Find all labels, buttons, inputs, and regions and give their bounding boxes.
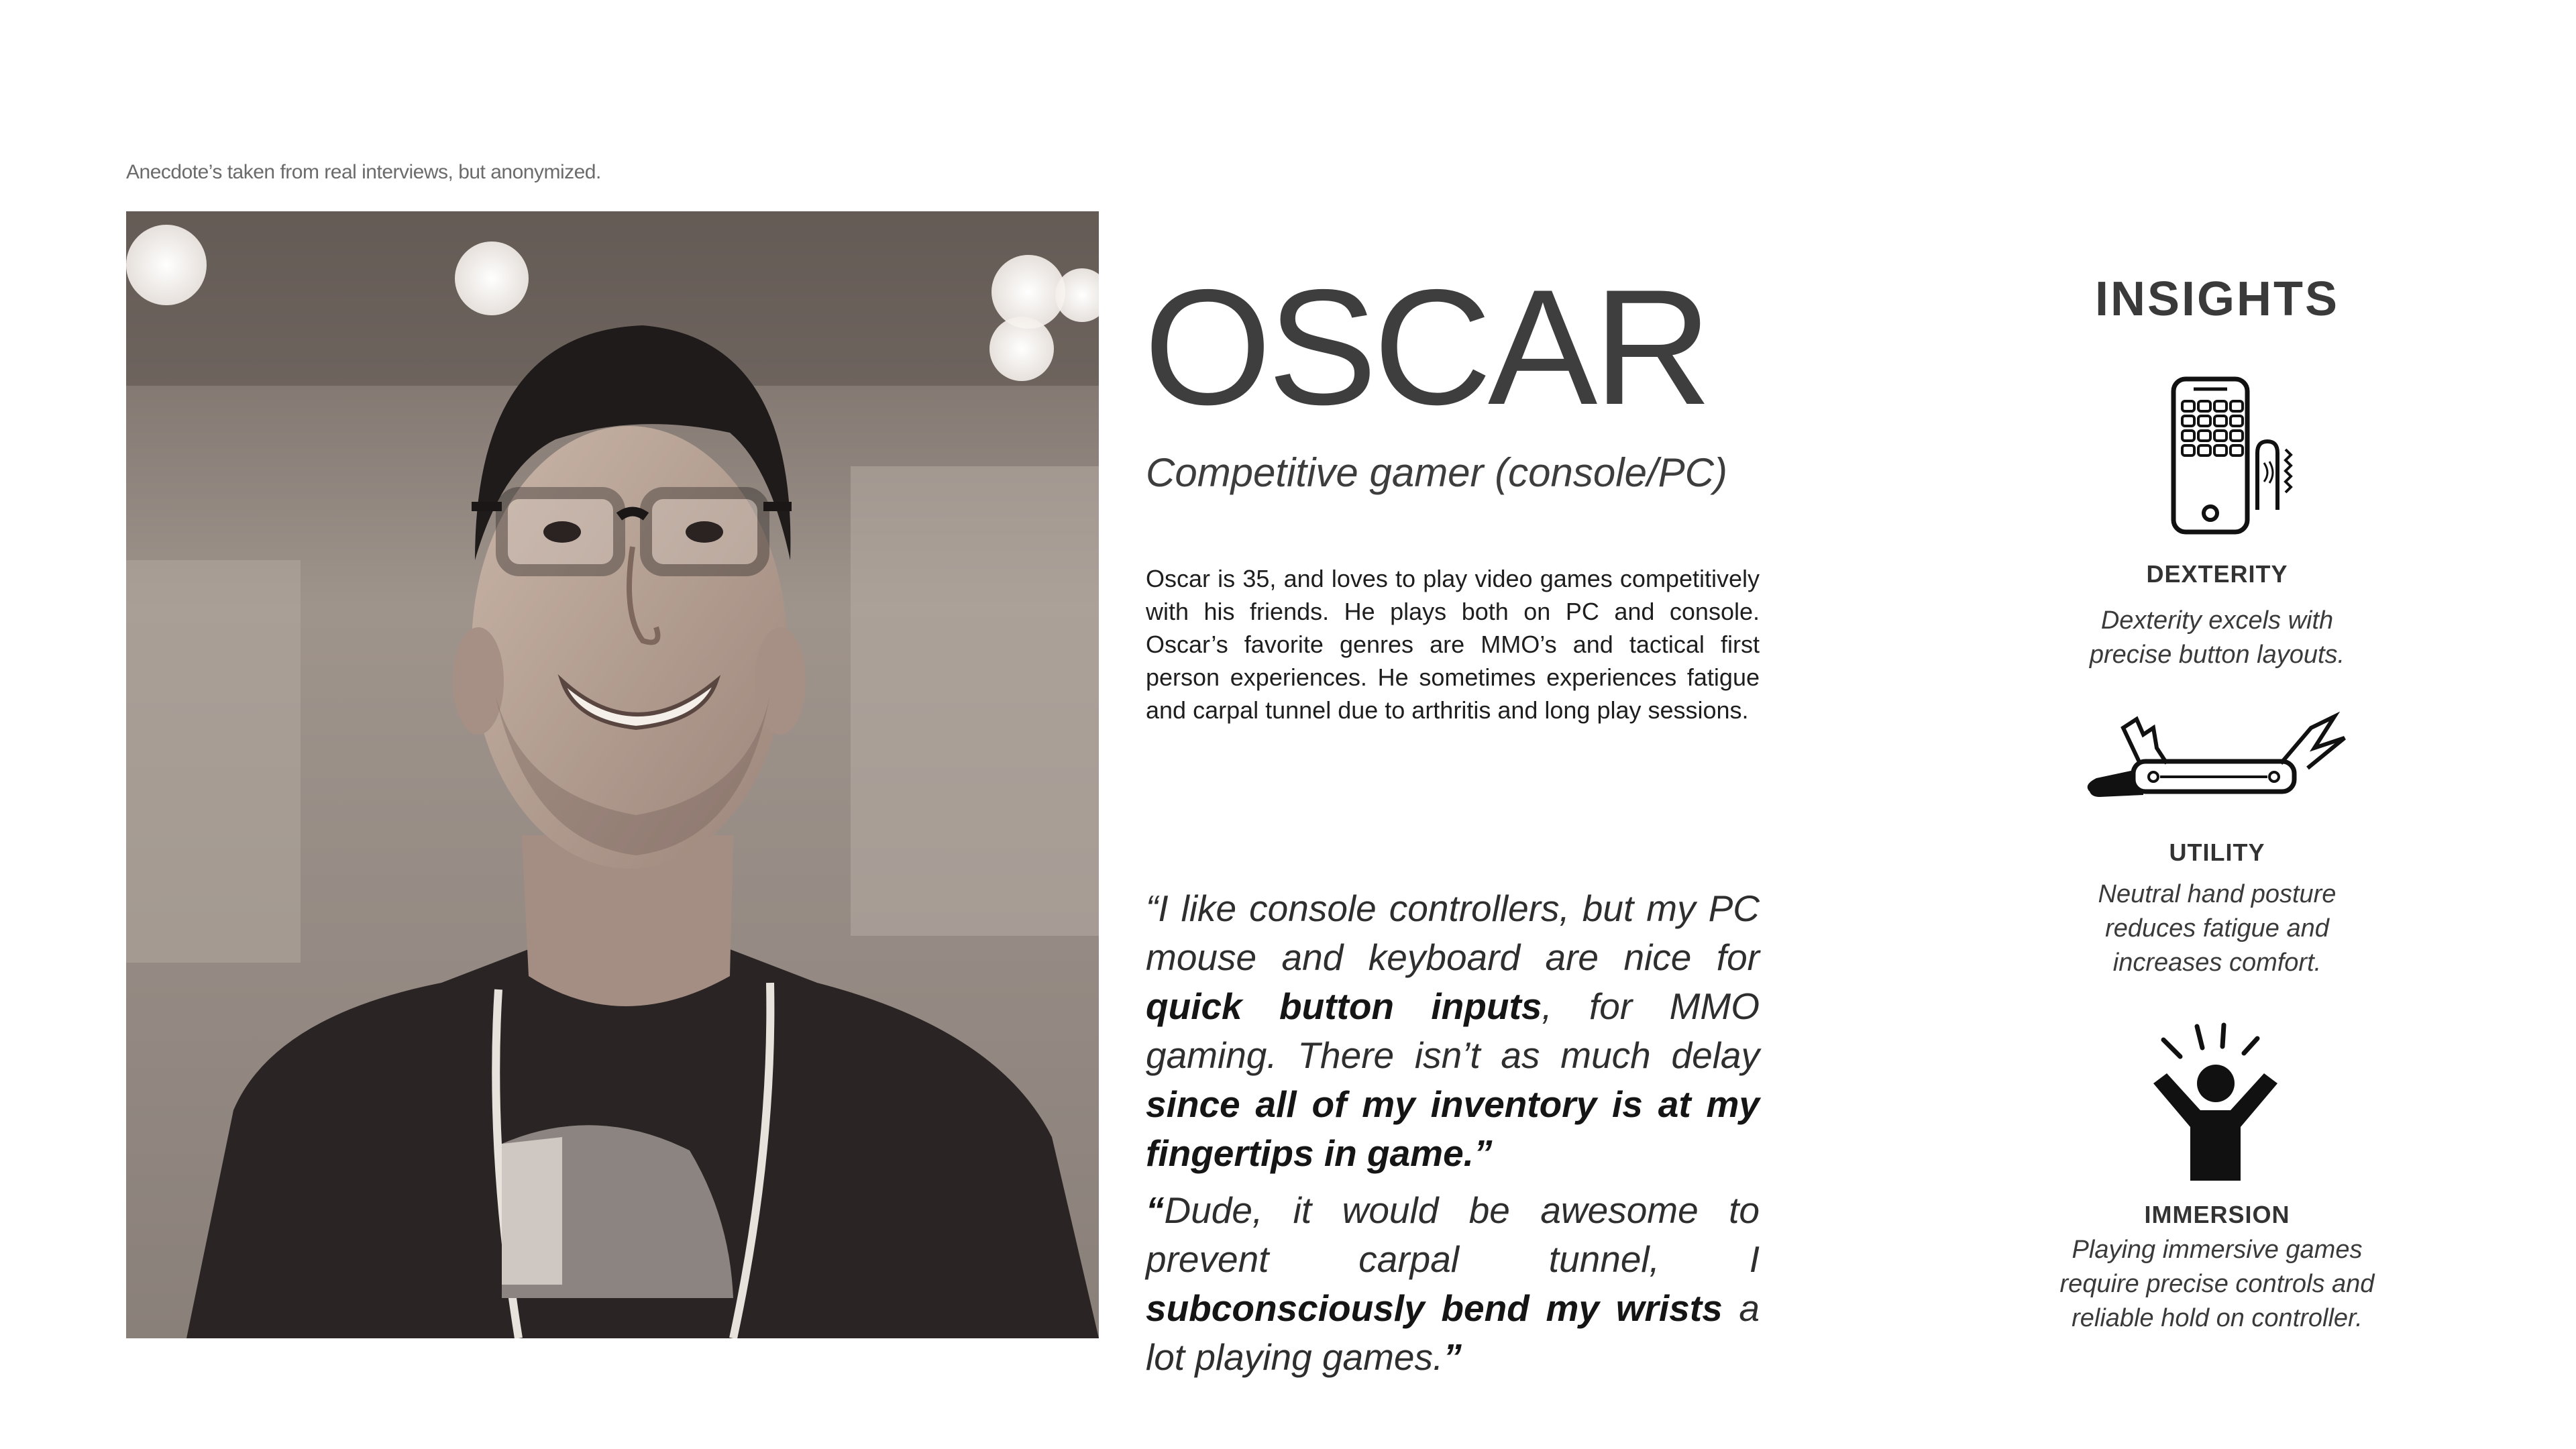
insight-immersion-label: IMMERSION xyxy=(2144,1201,2290,1228)
insight-immersion-desc: Playing immersive games require precise controls and reliable hold on controller. xyxy=(2059,1236,2375,1332)
quote-2-close-mark: ” xyxy=(1443,1336,1462,1378)
persona-portrait-image xyxy=(126,211,1099,1338)
persona-name: OSCAR xyxy=(1144,255,1709,439)
cheering-person-icon xyxy=(2143,1020,2291,1184)
quote-1-text-b: , for MMO gaming. There isn’t as much delay xyxy=(1146,985,1760,1076)
disclaimer-text: Anecdote’s taken from real interviews, but anonymized. xyxy=(126,161,601,183)
quote-2-emphasis-a: subconsciously bend my wrists xyxy=(1146,1287,1723,1329)
quote-2-text-a: Dude, it would be awesome to prevent carpal tunnel, I xyxy=(1146,1189,1760,1280)
quote-2-text-b: a lot playing games. xyxy=(1146,1287,1760,1378)
insight-utility-desc: Neutral hand posture reduces fatigue and increases comfort. xyxy=(2098,880,2337,977)
quote-1 xyxy=(1146,884,1760,1178)
persona-photo xyxy=(126,211,1099,1338)
pocket-knife-icon xyxy=(2080,711,2361,815)
phone-finger-icon xyxy=(2157,376,2318,540)
quote-1-emphasis-b: since all of my inventory is at my fingertips in game.” xyxy=(1146,1083,1760,1174)
persona-role: Competitive gamer (console/PC) xyxy=(1146,450,1727,495)
insight-dexterity-label: DEXTERITY xyxy=(2146,560,2288,588)
insight-utility-label: UTILITY xyxy=(2169,839,2265,866)
quote-1-emphasis-a: quick button inputs xyxy=(1146,985,1542,1027)
insights-title: INSIGHTS xyxy=(2094,272,2340,326)
quote-2-open-mark: “ xyxy=(1146,1189,1165,1231)
persona-bio: Oscar is 35, and loves to play video games competitively with his friends. He plays both on PC and console. Oscar’s favorite genres are MMO’s and tactical first person experiences. He sometimes experiences fatigue and carpal tunnel due to arthritis and long play sessions. xyxy=(1146,565,1760,724)
insight-dexterity-desc: Dexterity excels with precise button layouts. xyxy=(2089,606,2345,669)
quote-1-text-a: “I like console controllers, but my PC mouse and keyboard are nice for xyxy=(1146,888,1760,978)
quote-2 xyxy=(1146,1186,1760,1382)
